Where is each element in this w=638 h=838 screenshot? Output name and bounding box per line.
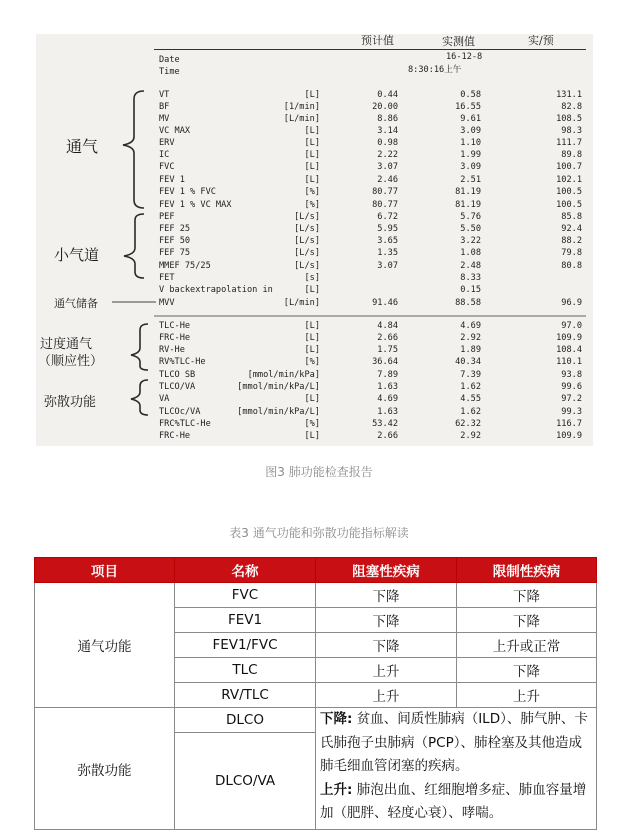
row-measured: 3.09 [460,162,481,172]
row-predicted: 3.07 [377,162,398,172]
cell-obstructive: 上升 [316,683,457,708]
row-name: FEV 1 [159,175,185,185]
row-measured: 1.08 [460,248,481,258]
row-predicted: 6.72 [377,212,398,222]
row-predicted: 3.65 [377,236,398,246]
brace-diffusion [131,380,148,415]
row-unit: [mmol/min/kPa/L] [237,382,320,392]
row-name: FEF 25 [159,224,191,234]
row-name: FVC [159,162,175,172]
group-diffusion: 弥散功能 [44,395,97,410]
row-name: IC [159,150,170,160]
row-measured: 40.34 [455,357,481,367]
row-unit: [L] [304,90,320,100]
row-ratio: 100.7 [556,162,582,172]
row-measured: 62.32 [455,419,481,429]
th-obstructive: 阻塞性疾病 [316,558,457,583]
row-unit: [L] [304,333,320,343]
row-ratio: 80.8 [561,261,582,271]
row-unit: [L] [304,150,320,160]
row-unit: [L/s] [294,236,320,246]
th-item: 项目 [35,558,175,583]
row-measured: 0.15 [460,285,481,295]
row-measured: 8.33 [460,273,481,283]
table-row [35,583,597,608]
row-predicted: 91.46 [372,298,398,308]
row-unit: [L] [304,175,320,185]
row-name: FEV 1 % VC MAX [159,200,232,210]
header-predicted: 预计值 [361,34,394,47]
row-unit: [L] [304,162,320,172]
row-unit: [%] [304,419,320,429]
cell-name: TLC [175,658,316,683]
row-predicted: 3.07 [377,261,398,271]
cell-restrictive: 上升 [457,683,597,708]
row-measured: 4.69 [460,321,481,331]
decrease-text: 贫血、间质性肺病（ILD）、肺气肿、卡氏肺孢子虫肺病（PCP）、肺栓塞及其他造成肺毛细血管闭塞的疾病。 [320,711,588,774]
row-name: VT [159,90,170,100]
row-name: TLC-He [159,321,191,331]
group-reserve: 通气储备 [54,297,98,310]
increase-para [320,779,592,826]
row-measured: 7.39 [460,370,481,380]
row-name: RV-He [159,345,185,355]
row-name: FEV 1 % FVC [159,187,216,197]
row-unit: [L/s] [294,261,320,271]
row-measured: 1.89 [460,345,481,355]
row-name: VC MAX [159,126,191,136]
row-measured: 3.09 [460,126,481,136]
row-measured: 9.61 [460,114,481,124]
row-measured: 3.22 [460,236,481,246]
row-ratio: 108.5 [556,114,582,124]
row-unit: [L] [304,126,320,136]
row-predicted: 80.77 [372,187,398,197]
cell-name: DLCO [175,708,316,733]
row-predicted: 4.84 [377,321,398,331]
row-ratio: 110.1 [556,357,582,367]
brace-ventilation [123,91,144,208]
row-unit: [L/min] [283,114,320,124]
row-name: TLCO SB [159,370,196,380]
row-unit: [mmol/min/kPa/L] [237,407,320,417]
row-unit: [L] [304,431,320,441]
row-name: FRC%TLC-He [159,419,211,429]
time-value: 8:30:16上午 [408,65,462,75]
row-unit: [L/min] [283,298,320,308]
ventilation-category: 通气功能 [35,583,175,708]
increase-label: 上升: [320,781,353,798]
cell-name: DLCO/VA [175,733,316,830]
row-predicted: 4.69 [377,394,398,404]
row-name: FRC-He [159,333,191,343]
row-ratio: 100.5 [556,187,582,197]
row-ratio: 97.2 [561,394,582,404]
row-unit: [L] [304,321,320,331]
row-unit: [1/min] [283,102,320,112]
row-predicted: 5.95 [377,224,398,234]
group-small-airway: 小气道 [54,246,100,264]
cell-name: FEV1/FVC [175,633,316,658]
row-predicted: 2.22 [377,150,398,160]
th-restrictive: 限制性疾病 [457,558,597,583]
row-predicted: 8.86 [377,114,398,124]
row-measured: 16.55 [455,102,481,112]
row-ratio: 79.8 [561,248,582,258]
row-name: FEF 50 [159,236,191,246]
row-predicted: 3.14 [377,126,398,136]
row-name: TLCO/VA [159,382,196,392]
row-name: TLCOc/VA [159,407,201,417]
row-measured: 5.50 [460,224,481,234]
cell-obstructive: 下降 [316,583,457,608]
row-predicted: 1.63 [377,382,398,392]
row-ratio: 98.3 [561,126,582,136]
group-braces [36,34,593,446]
row-measured: 81.19 [455,200,481,210]
row-unit: [L] [304,345,320,355]
row-unit: [mmol/min/kPa] [247,370,320,380]
row-measured: 88.58 [455,298,481,308]
header-ratio: 实/预 [528,34,554,47]
row-unit: [L/s] [294,212,320,222]
row-ratio: 116.7 [556,419,582,429]
row-predicted: 0.98 [377,138,398,148]
cell-restrictive: 下降 [457,608,597,633]
row-ratio: 108.4 [556,345,582,355]
row-ratio: 93.8 [561,370,582,380]
row-measured: 5.76 [460,212,481,222]
time-label: Time [159,67,180,77]
row-name: PEF [159,212,175,222]
row-predicted: 7.89 [377,370,398,380]
row-ratio: 89.8 [561,150,582,160]
row-measured: 4.55 [460,394,481,404]
row-name: ERV [159,138,175,148]
row-ratio: 92.4 [561,224,582,234]
brace-hyperinflation [131,324,148,370]
row-unit: [%] [304,200,320,210]
row-unit: [s] [304,273,320,283]
th-name: 名称 [175,558,316,583]
group-ventilation: 通气 [66,137,99,156]
row-predicted: 2.66 [377,431,398,441]
row-predicted: 1.63 [377,407,398,417]
cell-restrictive: 上升或正常 [457,633,597,658]
increase-text: 肺泡出血、红细胞增多症、肺血容量增加（肥胖、轻度心衰）、哮喘。 [320,781,587,821]
row-name: MV [159,114,170,124]
group-compliance: （顺应性） [38,354,104,369]
row-predicted: 2.46 [377,175,398,185]
cell-obstructive: 上升 [316,658,457,683]
row-name: MVV [159,298,175,308]
row-predicted: 1.35 [377,248,398,258]
row-measured: 2.48 [460,261,481,271]
row-ratio: 99.6 [561,382,582,392]
row-name: FET [159,273,175,283]
row-name: MMEF 75/25 [159,261,211,271]
row-ratio: 99.3 [561,407,582,417]
decrease-para [320,708,592,779]
header-measured: 实测值 [442,35,475,48]
row-ratio: 109.9 [556,431,582,441]
row-ratio: 102.1 [556,175,582,185]
group-hyperinflation: 过度通气 [40,337,93,352]
figure-caption: 图3 肺功能检查报告 [265,465,373,479]
row-unit: [L/s] [294,224,320,234]
row-ratio: 109.9 [556,333,582,343]
pulmonary-report-scan [36,34,593,446]
date-label: Date [159,55,180,65]
cell-obstructive: 下降 [316,608,457,633]
table-caption: 表3 通气功能和弥散功能指标解读 [229,526,409,540]
row-measured: 81.19 [455,187,481,197]
row-unit: [L] [304,285,320,295]
row-unit: [%] [304,357,320,367]
row-predicted: 2.66 [377,333,398,343]
row-name: FRC-He [159,431,191,441]
row-unit: [L] [304,138,320,148]
row-ratio: 111.7 [556,138,582,148]
row-predicted: 80.77 [372,200,398,210]
table-row [35,708,597,733]
table-header-row [35,558,597,583]
row-name: FEF 75 [159,248,191,258]
date-value: 16-12-8 [446,52,483,62]
cell-name: FEV1 [175,608,316,633]
row-unit: [L] [304,394,320,404]
row-predicted: 1.75 [377,345,398,355]
row-measured: 2.92 [460,333,481,343]
cell-name: FVC [175,583,316,608]
brace-small-airway [124,214,144,278]
row-measured: 1.62 [460,407,481,417]
row-ratio: 82.8 [561,102,582,112]
row-name: V backextrapolation in [159,285,273,295]
row-unit: [L/s] [294,248,320,258]
row-ratio: 131.1 [556,90,582,100]
row-name: VA [159,394,170,404]
row-name: RV%TLC-He [159,357,206,367]
row-predicted: 0.44 [377,90,398,100]
row-ratio: 85.8 [561,212,582,222]
row-measured: 1.62 [460,382,481,392]
row-measured: 1.99 [460,150,481,160]
row-name: BF [159,102,170,112]
row-measured: 2.51 [460,175,481,185]
row-measured: 1.10 [460,138,481,148]
decrease-label: 下降: [320,711,353,727]
row-ratio: 88.2 [561,236,582,246]
row-ratio: 96.9 [561,298,582,308]
row-unit: [%] [304,187,320,197]
cell-restrictive: 下降 [457,658,597,683]
row-predicted: 53.42 [372,419,398,429]
row-ratio: 100.5 [556,200,582,210]
row-predicted: 20.00 [372,102,398,112]
cell-name: RV/TLC [175,683,316,708]
row-ratio: 97.0 [561,321,582,331]
row-predicted: 36.64 [372,357,398,367]
diffusion-description [316,708,597,830]
cell-restrictive: 下降 [457,583,597,608]
interpretation-table [34,557,597,830]
diffusion-category: 弥散功能 [35,708,175,830]
row-measured: 2.92 [460,431,481,441]
cell-obstructive: 下降 [316,633,457,658]
row-measured: 0.58 [460,90,481,100]
